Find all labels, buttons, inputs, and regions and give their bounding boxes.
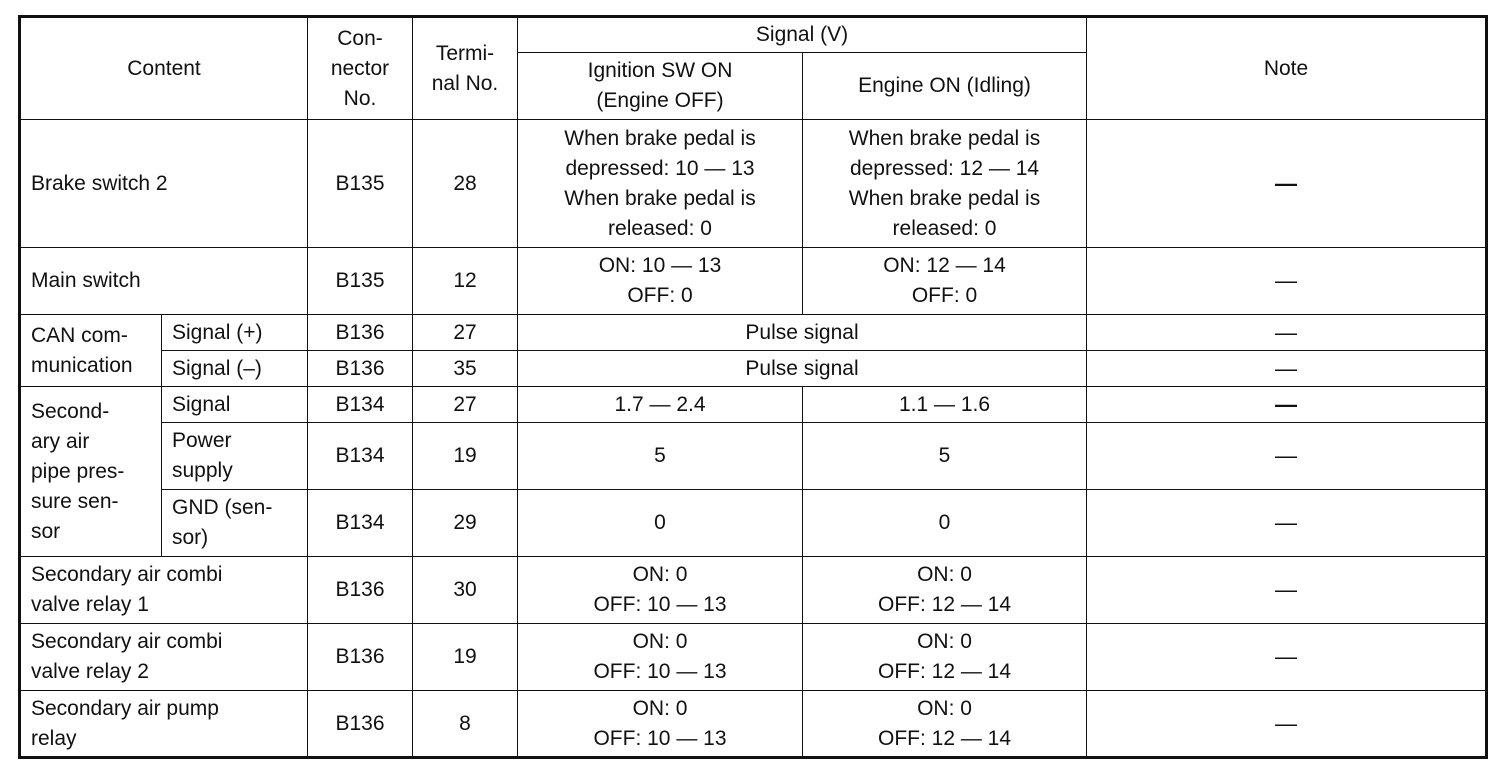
ignition-signal-cell: When brake pedal is depressed: 10 — 13 When brake pedal is released: 0 <box>518 120 803 248</box>
content-cell: Secondary air combi valve relay 2 <box>20 624 308 691</box>
connector-cell: B136 <box>308 315 413 351</box>
note-cell: — <box>1087 315 1487 351</box>
terminal-cell: 19 <box>413 423 518 490</box>
table-row <box>20 315 1487 351</box>
content-cell: Brake switch 2 <box>20 120 308 248</box>
connector-cell: B136 <box>308 557 413 624</box>
table-row <box>20 557 1487 624</box>
ignition-signal-cell: 5 <box>518 423 803 490</box>
terminal-cell: 27 <box>413 387 518 423</box>
terminal-cell: 29 <box>413 490 518 557</box>
connector-cell: B135 <box>308 248 413 315</box>
content-subcell: Signal <box>162 387 308 423</box>
terminal-cell: 27 <box>413 315 518 351</box>
terminal-cell: 8 <box>413 691 518 758</box>
note-cell: — <box>1087 423 1487 490</box>
table-row <box>20 423 1487 490</box>
content-subcell: Signal (–) <box>162 351 308 387</box>
engine-signal-cell: ON: 12 — 14 OFF: 0 <box>803 248 1087 315</box>
note-cell: — <box>1087 691 1487 758</box>
header-engine-on: Engine ON (Idling) <box>803 53 1087 120</box>
ignition-signal-cell: 0 <box>518 490 803 557</box>
content-subcell: Power supply <box>162 423 308 490</box>
engine-signal-cell: ON: 0 OFF: 12 — 14 <box>803 624 1087 691</box>
table-row <box>20 120 1487 248</box>
connector-cell: B136 <box>308 624 413 691</box>
table-row <box>20 351 1487 387</box>
signal-cell: Pulse signal <box>518 351 1087 387</box>
signal-cell: Pulse signal <box>518 315 1087 351</box>
header-terminal: Termi- nal No. <box>413 17 518 120</box>
note-cell: — <box>1087 490 1487 557</box>
table-row <box>20 490 1487 557</box>
connector-cell: B136 <box>308 351 413 387</box>
connector-cell: B134 <box>308 387 413 423</box>
ignition-signal-cell: ON: 0 OFF: 10 — 13 <box>518 557 803 624</box>
note-cell: — <box>1087 387 1487 423</box>
content-group-pressure-sensor: Second- ary air pipe pres- sure sen- sor <box>20 387 162 557</box>
header-content: Content <box>20 17 308 120</box>
note-cell: — <box>1087 557 1487 624</box>
content-cell: Main switch <box>20 248 308 315</box>
content-cell: Secondary air combi valve relay 1 <box>20 557 308 624</box>
table-row <box>20 624 1487 691</box>
signal-spec-table <box>18 15 1488 759</box>
engine-signal-cell: 0 <box>803 490 1087 557</box>
ignition-signal-cell: ON: 0 OFF: 10 — 13 <box>518 624 803 691</box>
header-signal: Signal (V) <box>518 17 1087 53</box>
header-note: Note <box>1087 17 1487 120</box>
header-row-1 <box>20 17 1487 53</box>
engine-signal-cell: 1.1 — 1.6 <box>803 387 1087 423</box>
terminal-cell: 35 <box>413 351 518 387</box>
terminal-cell: 12 <box>413 248 518 315</box>
table-row <box>20 691 1487 758</box>
connector-cell: B136 <box>308 691 413 758</box>
note-cell: — <box>1087 624 1487 691</box>
note-cell: — <box>1087 120 1487 248</box>
terminal-cell: 28 <box>413 120 518 248</box>
ignition-signal-cell: ON: 0 OFF: 10 — 13 <box>518 691 803 758</box>
engine-signal-cell: 5 <box>803 423 1087 490</box>
engine-signal-cell: When brake pedal is depressed: 12 — 14 When brake pedal is released: 0 <box>803 120 1087 248</box>
note-cell: — <box>1087 248 1487 315</box>
connector-cell: B135 <box>308 120 413 248</box>
ignition-signal-cell: ON: 10 — 13 OFF: 0 <box>518 248 803 315</box>
content-group-can: CAN com- munication <box>20 315 162 387</box>
table-row <box>20 248 1487 315</box>
content-subcell: GND (sen- sor) <box>162 490 308 557</box>
connector-cell: B134 <box>308 490 413 557</box>
terminal-cell: 19 <box>413 624 518 691</box>
content-cell: Secondary air pump relay <box>20 691 308 758</box>
ignition-signal-cell: 1.7 — 2.4 <box>518 387 803 423</box>
header-ignition-sw-on: Ignition SW ON (Engine OFF) <box>518 53 803 120</box>
engine-signal-cell: ON: 0 OFF: 12 — 14 <box>803 557 1087 624</box>
connector-cell: B134 <box>308 423 413 490</box>
content-subcell: Signal (+) <box>162 315 308 351</box>
table-row <box>20 387 1487 423</box>
note-cell: — <box>1087 351 1487 387</box>
engine-signal-cell: ON: 0 OFF: 12 — 14 <box>803 691 1087 758</box>
header-connector: Con- nector No. <box>308 17 413 120</box>
terminal-cell: 30 <box>413 557 518 624</box>
